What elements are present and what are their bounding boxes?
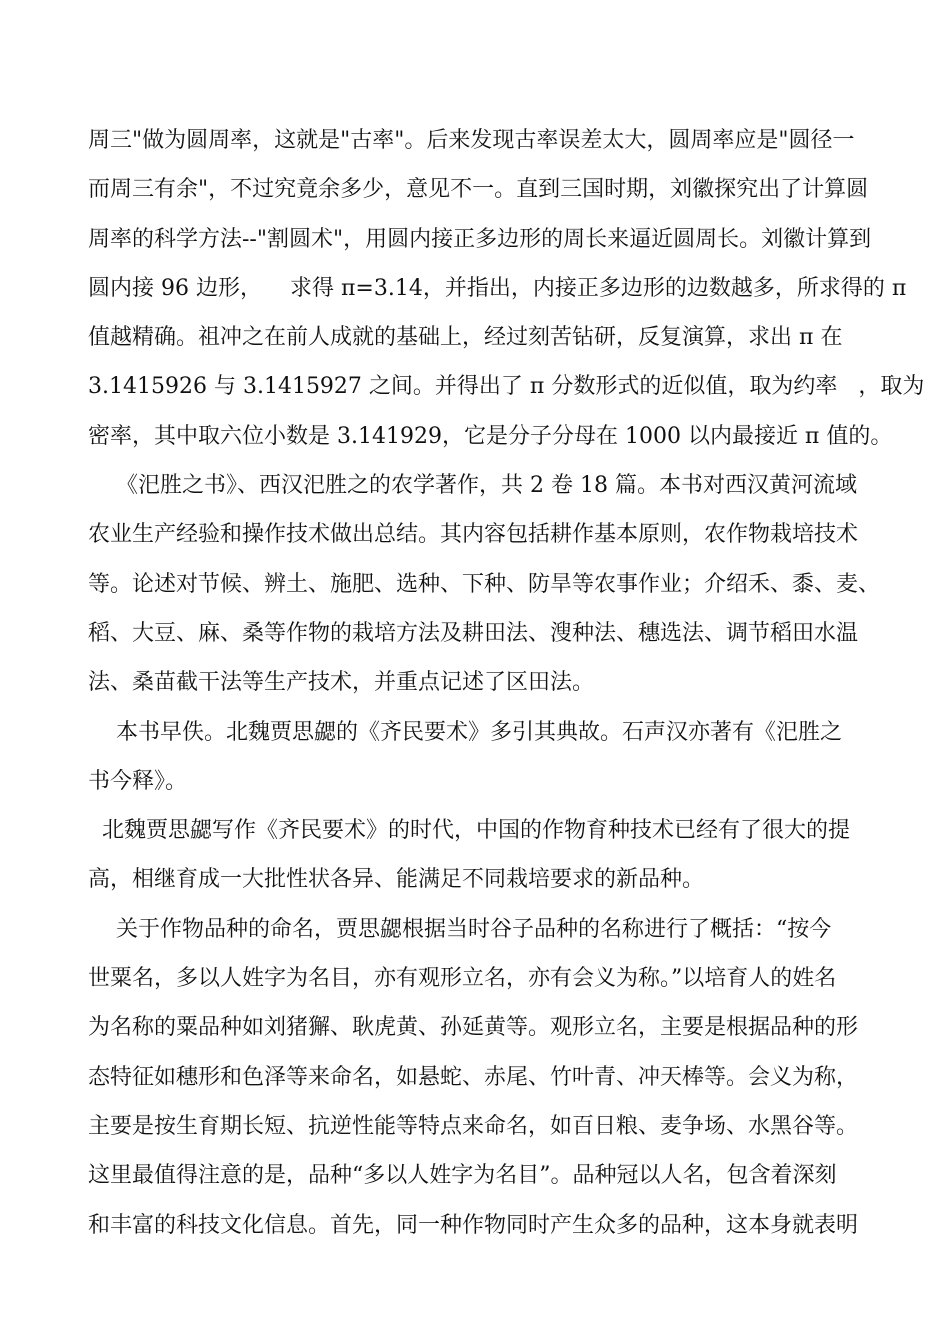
text-line: 本书早佚。北魏贾思勰的《齐民要术》多引其典故。石声汉亦著有《汜胜之 [88,719,842,745]
text-line: 周率的科学方法--"割圆术"，用圆内接正多边形的周长来逼近圆周长。刘徽计算到 [88,226,872,252]
text-line: 农业生产经验和操作技术做出总结。其内容包括耕作基本原则，农作物栽培技术 [88,522,859,548]
text-line: 北魏贾思勰写作《齐民要术》的时代，中国的作物育种技术已经有了很大的提 [88,818,850,844]
text-line: 高，相继育成一大批性状各异、能满足不同栽培要求的新品种。 [88,867,705,893]
text-line: 周三"做为圆周率，这就是"古率"。后来发现古率误差太大，圆周率应是"圆径一 [88,128,855,153]
text-line: 法、桑苗截干法等生产技术，并重点记述了区田法。 [88,670,595,696]
text-line: 世粟名，多以人姓字为名目，亦有观形立名，亦有会义为称。”以培育人的姓名 [88,966,837,992]
text-line: 等。论述对节候、辨土、施肥、选种、下种、防旱等农事作业；介绍禾、黍、麦、 [88,571,881,597]
text-line: 值越精确。祖冲之在前人成就的基础上，经过刻苦钻研，反复演算，求出 π 在 [88,325,843,351]
text-line: 态特征如穗形和色泽等来命名，如悬蛇、赤尾、竹叶青、冲天棒等。会义为称， [88,1064,859,1090]
body-text [88,116,925,1250]
text-line: 《汜胜之书》、西汉汜胜之的农学著作，共 2 卷 18 篇。本书对西汉黄河流域 [88,473,857,499]
text-line: 而周三有余"，不过究竟余多少，意见不一。直到三国时期，刘徽探究出了计算圆 [88,177,869,203]
text-line: 关于作物品种的命名，贾思勰根据当时谷子品种的名称进行了概括：“按今 [88,916,832,942]
text-line: 和丰富的科技文化信息。首先，同一种作物同时产生众多的品种，这本身就表明 [88,1212,859,1238]
text-line: 这里最值得注意的是，品种“多以人姓字为名目”。品种冠以人名，包含着深刻 [88,1163,837,1189]
text-line: 密率，其中取六位小数是 3.141929，它是分子分母在 1000 以内最接近 π 值的。 [88,423,893,449]
text-line: 圆内接 96 边形， 求得 π=3.14，并指出，内接正多边形的边数越多，所求得的 π [88,275,907,301]
text-line: 书今释》。 [88,768,188,794]
text-line: 稻、大豆、麻、桑等作物的栽培方法及耕田法、溲种法、穗选法、调节稻田水温 [88,620,859,646]
text-line: 3.1415926 与 3.1415927 之间。并得出了 π 分数形式的近似值，取为约率 ，取为 [88,374,925,400]
text-line: 主要是按生育期长短、抗逆性能等特点来命名，如百日粮、麦争场、水黑谷等。 [88,1113,859,1139]
text-line: 为名称的粟品种如刘猪獬、耿虎黄、孙延黄等。观形立名，主要是根据品种的形 [88,1015,859,1041]
